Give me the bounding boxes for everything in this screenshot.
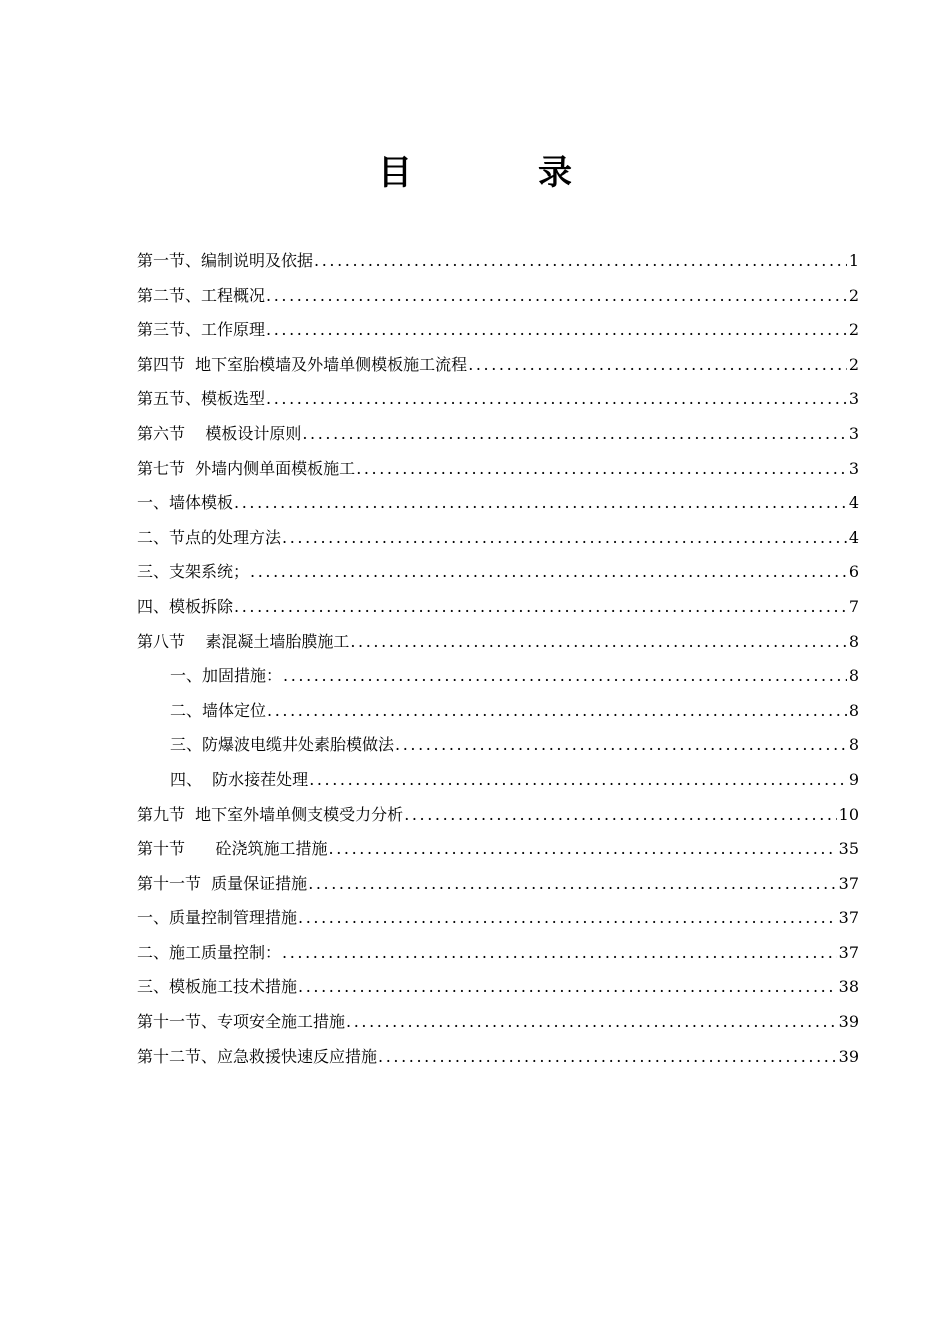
toc-dot-leader: [267, 694, 847, 729]
toc-entry-page-number: 3: [848, 389, 859, 409]
toc-dot-leader: [308, 867, 836, 902]
toc-entry-page-number: 4: [848, 493, 859, 513]
toc-entry-page-number: 37: [838, 942, 859, 962]
toc-entry-title: 三、支架系统；: [137, 562, 250, 582]
toc-entry[interactable]: [137, 694, 859, 729]
toc-entry[interactable]: [137, 728, 859, 763]
toc-entry-page-number: 6: [848, 562, 859, 582]
toc-dot-leader: [468, 348, 847, 383]
toc-entry-page-number: 4: [848, 527, 859, 547]
toc-dot-leader: [404, 798, 836, 833]
toc-entry[interactable]: [137, 1005, 859, 1040]
toc-entry-page-number: 37: [838, 873, 859, 893]
toc-entry-page-number: 38: [838, 977, 859, 997]
toc-entry-title: 第五节、模板选型: [137, 389, 266, 409]
toc-entry-title: 三、模板施工技术措施: [137, 977, 298, 997]
toc-entry[interactable]: [137, 970, 859, 1005]
toc-entry[interactable]: [137, 901, 859, 936]
toc-dot-leader: [378, 1040, 837, 1075]
toc-entry-page-number: 3: [848, 458, 859, 478]
toc-entry-page-number: 37: [838, 908, 859, 928]
toc-entry[interactable]: [137, 348, 859, 383]
toc-entry-page-number: 39: [838, 1012, 859, 1032]
toc-dot-leader: [298, 970, 837, 1005]
toc-entry-page-number: 8: [848, 666, 859, 686]
toc-entry-page-number: 2: [848, 354, 859, 374]
toc-entry[interactable]: [137, 279, 859, 314]
toc-entry[interactable]: [137, 521, 859, 556]
toc-entry-title: 第九节 地下室外墙单侧支模受力分析: [137, 804, 404, 824]
toc-entry-title: 第四节 地下室胎模墙及外墙单侧模板施工流程: [137, 354, 468, 374]
toc-dot-leader: [395, 728, 847, 763]
toc-dot-leader: [314, 244, 847, 279]
toc-entry-page-number: 8: [848, 735, 859, 755]
toc-entry-title: 一、质量控制管理措施: [137, 908, 298, 928]
toc-entry-page-number: 39: [838, 1046, 859, 1066]
toc-entry-page-number: 9: [848, 769, 859, 789]
toc-entry-title: 四、 防水接茬处理: [170, 769, 309, 789]
toc-entry-page-number: 2: [848, 285, 859, 305]
toc-entry-title: 第八节 素混凝土墙胎膜施工: [137, 631, 350, 651]
toc-entry-title: 第六节 模板设计原则: [137, 423, 302, 443]
toc-entry-page-number: 2: [848, 320, 859, 340]
toc-dot-leader: [234, 486, 847, 521]
toc-entry-page-number: 8: [848, 631, 859, 651]
toc-dot-leader: [282, 521, 847, 556]
toc-entry[interactable]: [137, 590, 859, 625]
toc-dot-leader: [356, 452, 847, 487]
toc-dot-leader: [266, 382, 847, 417]
toc-dot-leader: [282, 936, 837, 971]
table-of-contents: [137, 244, 859, 1074]
toc-entry-title: 第二节、工程概况: [137, 285, 266, 305]
toc-dot-leader: [266, 279, 847, 314]
toc-entry-title: 三、防爆波电缆井处素胎模做法: [170, 735, 395, 755]
toc-dot-leader: [346, 1005, 837, 1040]
toc-entry[interactable]: [137, 832, 859, 867]
toc-entry-title: 第三节、工作原理: [137, 320, 266, 340]
toc-entry[interactable]: [137, 659, 859, 694]
toc-entry-title: 一、墙体模板: [137, 493, 234, 513]
toc-entry-page-number: 7: [848, 596, 859, 616]
toc-dot-leader: [350, 625, 846, 660]
toc-entry[interactable]: [137, 452, 859, 487]
toc-entry[interactable]: [137, 555, 859, 590]
toc-dot-leader: [250, 555, 847, 590]
toc-entry-page-number: 35: [838, 839, 859, 859]
toc-entry[interactable]: [137, 763, 859, 798]
toc-entry[interactable]: [137, 867, 859, 902]
toc-dot-leader: [234, 590, 847, 625]
toc-entry[interactable]: [137, 313, 859, 348]
toc-entry-title: 一、加固措施：: [170, 666, 283, 686]
toc-entry[interactable]: [137, 936, 859, 971]
toc-entry-page-number: 8: [848, 700, 859, 720]
toc-entry[interactable]: [137, 625, 859, 660]
toc-entry-title: 二、施工质量控制：: [137, 942, 282, 962]
toc-entry-title: 第十一节 质量保证措施: [137, 873, 308, 893]
toc-entry[interactable]: [137, 1040, 859, 1075]
toc-entry-title: 第十二节、应急救援快速反应措施: [137, 1046, 378, 1066]
toc-entry-page-number: 10: [838, 804, 859, 824]
toc-title: 目 录: [378, 153, 618, 193]
toc-entry-title: 第七节 外墙内侧单面模板施工: [137, 458, 356, 478]
toc-entry-title: 二、墙体定位: [170, 700, 267, 720]
toc-dot-leader: [302, 417, 846, 452]
toc-entry-title: 二、节点的处理方法: [137, 527, 282, 547]
toc-entry[interactable]: [137, 798, 859, 833]
toc-entry[interactable]: [137, 486, 859, 521]
toc-dot-leader: [266, 313, 847, 348]
toc-entry-title: 第一节、编制说明及依据: [137, 251, 314, 270]
toc-entry-title: 四、模板拆除: [137, 596, 234, 616]
toc-entry[interactable]: [137, 417, 859, 452]
toc-dot-leader: [329, 832, 837, 867]
toc-entry[interactable]: [137, 244, 859, 279]
toc-dot-leader: [309, 763, 847, 798]
toc-entry-page-number: 3: [848, 423, 859, 443]
toc-entry-title: 第十节 砼浇筑施工措施: [137, 839, 328, 859]
toc-entry[interactable]: [137, 382, 859, 417]
toc-dot-leader: [298, 901, 837, 936]
toc-entry-title: 第十一节、专项安全施工措施: [137, 1012, 346, 1032]
toc-entry-page-number: 1: [848, 251, 859, 270]
toc-dot-leader: [283, 659, 847, 694]
